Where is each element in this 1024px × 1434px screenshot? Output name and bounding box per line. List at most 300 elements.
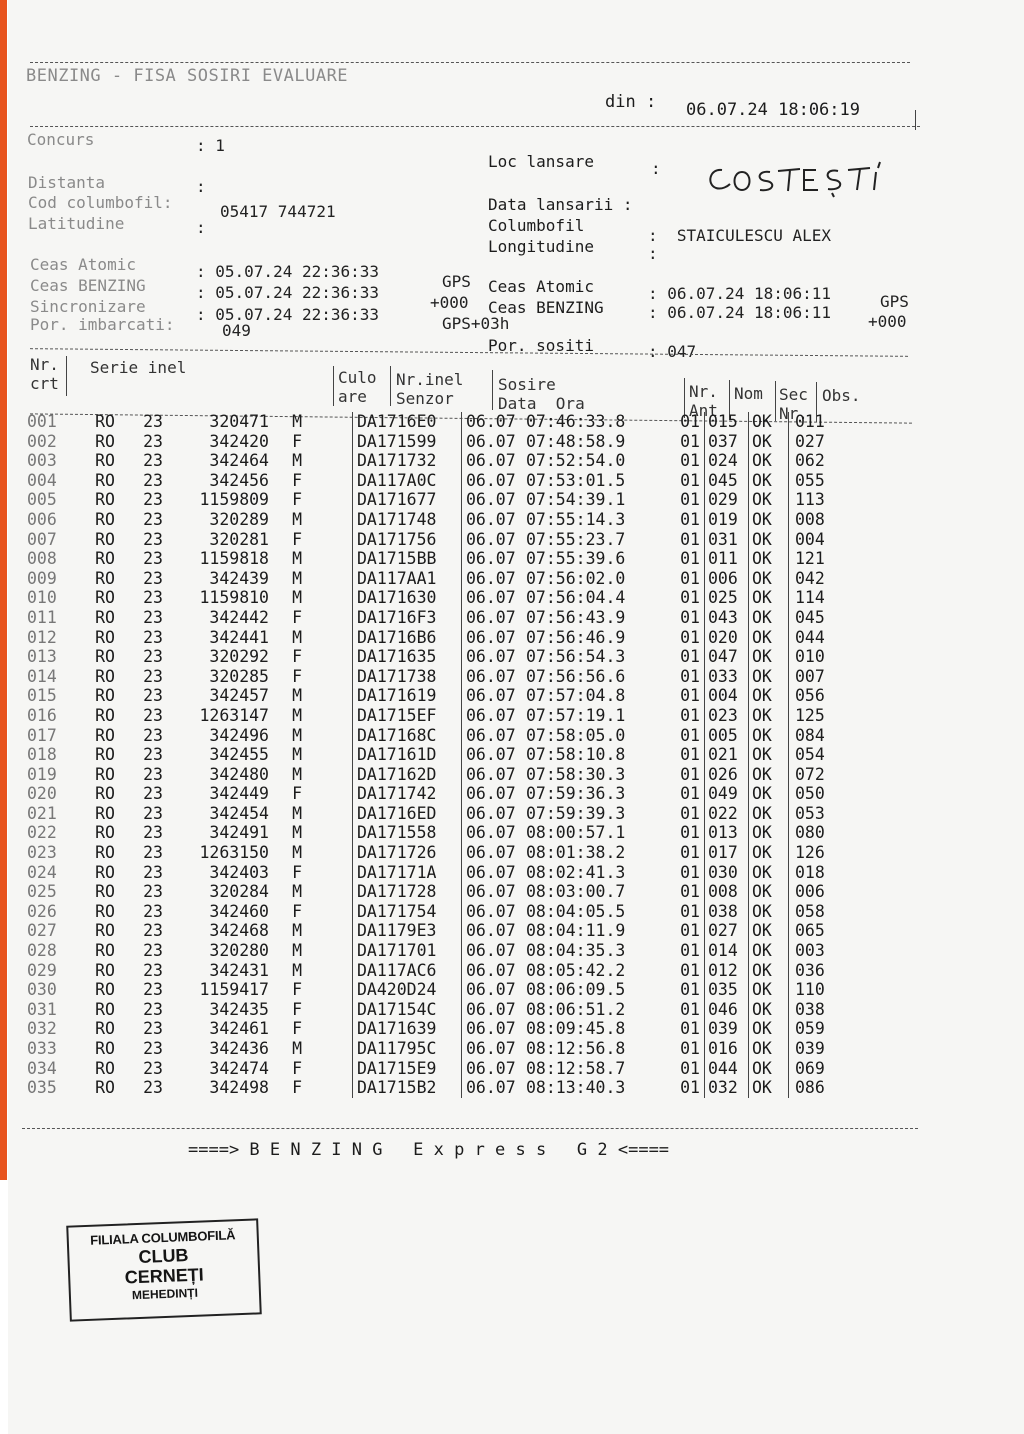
paper-edge-stripe [0, 0, 7, 1180]
right-ceas-atomic-label: Ceas Atomic [488, 277, 594, 296]
row-year: 23 [143, 745, 163, 765]
row-security: OK [749, 412, 789, 432]
row-arrival-time: 08:00:57.1 [526, 823, 626, 843]
table-row [27, 745, 845, 765]
row-sensor-id: DA1715B2 [353, 1078, 462, 1098]
row-arrival-time: 08:12:58.7 [526, 1058, 626, 1078]
row-arrival-time: 07:56:04.4 [526, 588, 626, 608]
row-arrival-date: 06.07 [466, 941, 516, 961]
row-antenna: 01 [644, 549, 705, 569]
row-arrival-time: 07:59:39.3 [526, 803, 626, 823]
row-nom: 008 [705, 882, 749, 902]
stamp-line-mehedinti: MEHEDINȚI [131, 1285, 199, 1303]
stamp-line-club: CLUB [138, 1245, 189, 1267]
row-arrival-date: 06.07 [466, 666, 516, 686]
columbofil-value: : STAICULESCU ALEX [648, 226, 832, 245]
row-sex: M [292, 882, 302, 902]
row-color [302, 510, 353, 530]
col-divider [333, 366, 334, 406]
row-antenna: 01 [644, 628, 705, 648]
row-sensor-id: DA171754 [353, 902, 462, 922]
row-sensor-id: DA171726 [353, 843, 462, 863]
arrivals-table [27, 412, 845, 1098]
row-antenna: 01 [644, 882, 705, 902]
row-antenna: 01 [644, 1000, 705, 1020]
row-arrival-time: 07:56:43.9 [526, 607, 626, 627]
row-arrival-time: 07:57:19.1 [526, 705, 626, 725]
row-number: 033 [27, 1039, 57, 1058]
row-antenna: 01 [644, 530, 705, 550]
row-sex: M [292, 764, 302, 784]
row-ring-number: 342435 [209, 999, 269, 1019]
row-arrival-time: 07:48:58.9 [526, 431, 626, 451]
row-arrival-date: 06.07 [466, 921, 516, 941]
row-sex: F [292, 980, 302, 1000]
row-number: 029 [27, 960, 57, 980]
row-sensor-id: DA1716F3 [353, 608, 462, 628]
row-arrival-time: 08:02:41.3 [526, 862, 626, 882]
row-sensor-id: DA171732 [353, 451, 462, 471]
row-sex: F [292, 529, 302, 549]
table-row [27, 451, 845, 471]
cod-columbofil-label: Cod columbofil: [28, 193, 173, 212]
distanta-value: : [196, 177, 206, 196]
row-sensor-id: DA17161D [353, 745, 462, 765]
row-color [302, 941, 353, 961]
row-sex: M [292, 686, 302, 706]
row-color [302, 647, 353, 667]
row-nom: 022 [705, 804, 749, 824]
row-antenna: 01 [644, 667, 705, 687]
row-nom: 045 [705, 471, 749, 491]
benzing-express-footer: ====> B E N Z I N G E x p r e s s G 2 <==== [188, 1140, 670, 1160]
row-arrival-time: 07:58:10.8 [526, 745, 626, 765]
row-arrival-time: 08:12:56.8 [526, 1039, 626, 1058]
row-security: OK [749, 765, 789, 785]
row-ring-number: 1263150 [199, 843, 269, 863]
row-year: 23 [143, 999, 163, 1019]
col-data-ora-label: Data Ora [498, 394, 585, 413]
row-color [302, 765, 353, 785]
row-antenna: 01 [644, 608, 705, 628]
row-sex: F [292, 470, 302, 490]
row-ring-number: 342441 [209, 627, 269, 647]
row-ring-number: 342474 [209, 1058, 269, 1078]
row-obs: 113 [795, 490, 825, 510]
distanta-label: Distanta [28, 173, 106, 192]
row-number: 011 [27, 607, 57, 627]
row-arrival-time: 07:54:39.1 [526, 490, 626, 510]
col-senzor-label: Senzor [396, 389, 454, 408]
row-color [302, 628, 353, 648]
table-row [27, 686, 845, 706]
concurs-label: Concurs [27, 130, 95, 149]
row-country: RO [95, 666, 115, 686]
table-row [27, 941, 845, 961]
row-ring-number: 320292 [209, 647, 269, 667]
row-country: RO [95, 470, 115, 490]
row-ring-number: 342480 [209, 764, 269, 784]
row-obs: 050 [795, 784, 825, 804]
porumbei-sositi-value: : 047 [648, 342, 697, 361]
row-sensor-id: DA1716B6 [353, 628, 462, 648]
row-arrival-date: 06.07 [466, 627, 516, 647]
table-row [27, 921, 845, 941]
row-nom: 030 [705, 863, 749, 883]
table-row [27, 882, 845, 902]
row-year: 23 [143, 1019, 163, 1039]
table-row [27, 726, 845, 746]
row-sensor-id: DA171701 [353, 941, 462, 961]
ceas-atomic-source: GPS [442, 272, 471, 291]
row-year: 23 [143, 980, 163, 1000]
row-arrival-date: 06.07 [466, 568, 516, 588]
ceas-atomic-value: : 05.07.24 22:36:33 [196, 262, 380, 281]
row-year: 23 [143, 921, 163, 941]
row-nom: 031 [705, 530, 749, 550]
row-sex: M [292, 823, 302, 843]
row-security: OK [749, 902, 789, 922]
row-number: 004 [27, 470, 57, 490]
row-country: RO [95, 960, 115, 980]
date-value: 06.07.24 18:06:19 [686, 100, 860, 120]
row-obs: 110 [795, 980, 825, 1000]
row-ring-number: 342461 [209, 1019, 269, 1039]
row-obs: 018 [795, 862, 825, 882]
row-antenna: 01 [644, 941, 705, 961]
row-year: 23 [143, 705, 163, 725]
table-row [27, 647, 845, 667]
row-number: 018 [27, 745, 57, 765]
row-security: OK [749, 823, 789, 843]
col-culoare [338, 368, 377, 406]
row-number: 001 [27, 412, 57, 431]
row-color [302, 726, 353, 746]
row-arrival-time: 08:05:42.2 [526, 960, 626, 980]
row-nom: 014 [705, 941, 749, 961]
row-country: RO [95, 941, 115, 961]
porumbei-imbarcati-value: 049 [222, 321, 251, 340]
row-ring-number: 342403 [209, 862, 269, 882]
row-sex: M [292, 803, 302, 823]
row-year: 23 [143, 627, 163, 647]
row-number: 027 [27, 921, 57, 941]
sincronizare-source: GPS+03h [442, 314, 510, 333]
col-sosire [498, 375, 585, 413]
row-security: OK [749, 686, 789, 706]
row-country: RO [95, 843, 115, 863]
row-sex: F [292, 1078, 302, 1098]
row-year: 23 [143, 470, 163, 490]
row-year: 23 [143, 431, 163, 451]
row-ring-number: 342456 [209, 470, 269, 490]
row-country: RO [95, 999, 115, 1019]
row-arrival-time: 07:58:05.0 [526, 725, 626, 745]
table-row [27, 765, 845, 785]
table-row [27, 588, 845, 608]
row-antenna: 01 [644, 784, 705, 804]
col-serie-inel: Serie inel [90, 358, 187, 377]
row-nom: 027 [705, 921, 749, 941]
longitudine-label: Longitudine [488, 237, 594, 256]
row-arrival-date: 06.07 [466, 999, 516, 1019]
row-number: 007 [27, 529, 57, 549]
row-arrival-date: 06.07 [466, 509, 516, 529]
row-year: 23 [143, 1058, 163, 1078]
longitudine-value: : [648, 244, 658, 263]
row-ring-number: 342431 [209, 960, 269, 980]
row-obs: 126 [795, 843, 825, 863]
row-arrival-date: 06.07 [466, 1019, 516, 1039]
row-sensor-id: DA1716ED [353, 804, 462, 824]
table-row [27, 530, 845, 550]
row-color [302, 1039, 353, 1059]
row-color [302, 843, 353, 863]
row-number: 017 [27, 725, 57, 745]
title-dashed-rule [30, 126, 920, 127]
row-arrival-date: 06.07 [466, 980, 516, 1000]
loc-lansare-colon: : [651, 159, 661, 178]
row-arrival-time: 07:56:54.3 [526, 647, 626, 667]
row-sex: F [292, 607, 302, 627]
col-divider [66, 356, 67, 396]
row-color [302, 823, 353, 843]
row-number: 002 [27, 431, 57, 451]
col-inel-label: Nr.inel [396, 370, 464, 389]
row-obs: 042 [795, 568, 825, 588]
col-ant-nr-label: Nr. [689, 382, 718, 401]
row-country: RO [95, 784, 115, 804]
row-sensor-id: DA17168C [353, 726, 462, 746]
row-security: OK [749, 608, 789, 628]
row-ring-number: 1159810 [199, 588, 269, 608]
row-sex: F [292, 490, 302, 510]
row-security: OK [749, 941, 789, 961]
row-country: RO [95, 901, 115, 921]
row-obs: 121 [795, 549, 825, 569]
row-sensor-id: DA1179E3 [353, 921, 462, 941]
row-sensor-id: DA17171A [353, 863, 462, 883]
row-number: 016 [27, 705, 57, 725]
latitudine-value: : [196, 218, 206, 237]
row-number: 031 [27, 999, 57, 1019]
row-number: 028 [27, 941, 57, 961]
row-ring-number: 1159818 [199, 549, 269, 569]
row-arrival-time: 07:52:54.0 [526, 451, 626, 471]
row-number: 026 [27, 901, 57, 921]
row-security: OK [749, 745, 789, 765]
row-country: RO [95, 921, 115, 941]
row-number: 019 [27, 764, 57, 784]
row-sensor-id: DA171630 [353, 588, 462, 608]
row-color [302, 412, 353, 432]
row-nom: 021 [705, 745, 749, 765]
row-country: RO [95, 431, 115, 451]
row-sensor-id: DA420D24 [353, 980, 462, 1000]
col-divider [492, 370, 493, 410]
row-antenna: 01 [644, 1078, 705, 1098]
row-nom: 037 [705, 432, 749, 452]
row-nom: 044 [705, 1059, 749, 1079]
row-arrival-time: 07:56:46.9 [526, 627, 626, 647]
row-arrival-date: 06.07 [466, 1078, 516, 1098]
row-year: 23 [143, 509, 163, 529]
row-obs: 036 [795, 960, 825, 980]
table-row [27, 569, 845, 589]
row-year: 23 [143, 941, 163, 961]
row-color [302, 1059, 353, 1079]
row-obs: 027 [795, 431, 825, 451]
row-antenna: 01 [644, 471, 705, 491]
ceas-atomic-label: Ceas Atomic [30, 255, 136, 274]
row-sensor-id: DA171599 [353, 432, 462, 452]
row-nom: 017 [705, 843, 749, 863]
row-arrival-date: 06.07 [466, 843, 516, 863]
sincronizare-label: Sincronizare [30, 297, 146, 316]
table-row [27, 1000, 845, 1020]
row-sex: M [292, 843, 302, 863]
row-year: 23 [143, 784, 163, 804]
col-divider [390, 366, 391, 406]
row-antenna: 01 [644, 490, 705, 510]
row-sensor-id: DA117A0C [353, 471, 462, 491]
row-color [302, 961, 353, 981]
row-country: RO [95, 803, 115, 823]
row-country: RO [95, 882, 115, 902]
row-ring-number: 342460 [209, 901, 269, 921]
row-year: 23 [143, 882, 163, 902]
row-ring-number: 342455 [209, 745, 269, 765]
sincronizare-value: : 05.07.24 22:36:33 [196, 305, 380, 324]
row-arrival-date: 06.07 [466, 647, 516, 667]
footer-dashed-rule [22, 1128, 918, 1129]
row-color [302, 1019, 353, 1039]
row-security: OK [749, 569, 789, 589]
row-obs: 084 [795, 725, 825, 745]
table-row [27, 628, 845, 648]
row-sensor-id: DA171558 [353, 823, 462, 843]
row-country: RO [95, 490, 115, 510]
right-ceas-atomic-source: GPS [880, 292, 909, 311]
row-arrival-date: 06.07 [466, 549, 516, 569]
row-ring-number: 342496 [209, 725, 269, 745]
row-year: 23 [143, 647, 163, 667]
row-country: RO [95, 1039, 115, 1058]
row-nom: 047 [705, 647, 749, 667]
row-arrival-date: 06.07 [466, 529, 516, 549]
stamp-line-filiala: FILIALA COLUMBOFILĂ [89, 1227, 236, 1248]
row-security: OK [749, 647, 789, 667]
col-ant-label: Ant [689, 401, 718, 420]
row-country: RO [95, 568, 115, 588]
row-antenna: 01 [644, 451, 705, 471]
row-security: OK [749, 921, 789, 941]
row-sex: F [292, 784, 302, 804]
row-year: 23 [143, 823, 163, 843]
table-row [27, 902, 845, 922]
row-sensor-id: DA171619 [353, 686, 462, 706]
row-nom: 046 [705, 1000, 749, 1020]
club-stamp [66, 1218, 262, 1321]
row-sex: M [292, 412, 302, 431]
row-sex: F [292, 999, 302, 1019]
row-country: RO [95, 588, 115, 608]
row-country: RO [95, 529, 115, 549]
row-antenna: 01 [644, 961, 705, 981]
row-number: 023 [27, 843, 57, 863]
row-nom: 011 [705, 549, 749, 569]
row-obs: 053 [795, 803, 825, 823]
row-number: 008 [27, 549, 57, 569]
row-security: OK [749, 1039, 789, 1059]
row-sensor-id: DA117AA1 [353, 569, 462, 589]
row-color [302, 921, 353, 941]
row-antenna: 01 [644, 921, 705, 941]
row-country: RO [95, 509, 115, 529]
row-color [302, 588, 353, 608]
row-year: 23 [143, 568, 163, 588]
row-ring-number: 342449 [209, 784, 269, 804]
table-row [27, 784, 845, 804]
row-arrival-time: 08:06:09.5 [526, 980, 626, 1000]
top-dashed-rule [30, 62, 910, 63]
row-ring-number: 342457 [209, 686, 269, 706]
row-year: 23 [143, 901, 163, 921]
row-nom: 023 [705, 706, 749, 726]
concurs-value: : 1 [196, 136, 225, 155]
row-country: RO [95, 1078, 115, 1098]
row-arrival-date: 06.07 [466, 823, 516, 843]
table-row [27, 608, 845, 628]
row-year: 23 [143, 666, 163, 686]
row-obs: 055 [795, 470, 825, 490]
row-security: OK [749, 490, 789, 510]
row-antenna: 01 [644, 980, 705, 1000]
row-ring-number: 1159417 [199, 980, 269, 1000]
row-sex: M [292, 960, 302, 980]
row-year: 23 [143, 588, 163, 608]
row-year: 23 [143, 607, 163, 627]
row-security: OK [749, 1059, 789, 1079]
row-security: OK [749, 628, 789, 648]
row-year: 23 [143, 843, 163, 863]
row-arrival-date: 06.07 [466, 882, 516, 902]
col-sosire-label: Sosire [498, 375, 556, 394]
row-color [302, 471, 353, 491]
row-number: 021 [27, 803, 57, 823]
col-are-label: are [338, 387, 367, 406]
table-row [27, 412, 845, 432]
row-sex: F [292, 901, 302, 921]
row-sex: F [292, 431, 302, 451]
row-arrival-date: 06.07 [466, 901, 516, 921]
ceas-benzing-source: +000 [430, 293, 469, 312]
row-country: RO [95, 823, 115, 843]
row-security: OK [749, 549, 789, 569]
row-obs: 056 [795, 686, 825, 706]
ceas-benzing-label: Ceas BENZING [30, 276, 146, 295]
row-ring-number: 342468 [209, 921, 269, 941]
row-year: 23 [143, 529, 163, 549]
row-sex: M [292, 509, 302, 529]
row-security: OK [749, 863, 789, 883]
row-arrival-date: 06.07 [466, 784, 516, 804]
row-nom: 025 [705, 588, 749, 608]
loc-lansare-label: Loc lansare [488, 152, 594, 171]
row-obs: 125 [795, 705, 825, 725]
table-row [27, 1019, 845, 1039]
row-nom: 033 [705, 667, 749, 687]
